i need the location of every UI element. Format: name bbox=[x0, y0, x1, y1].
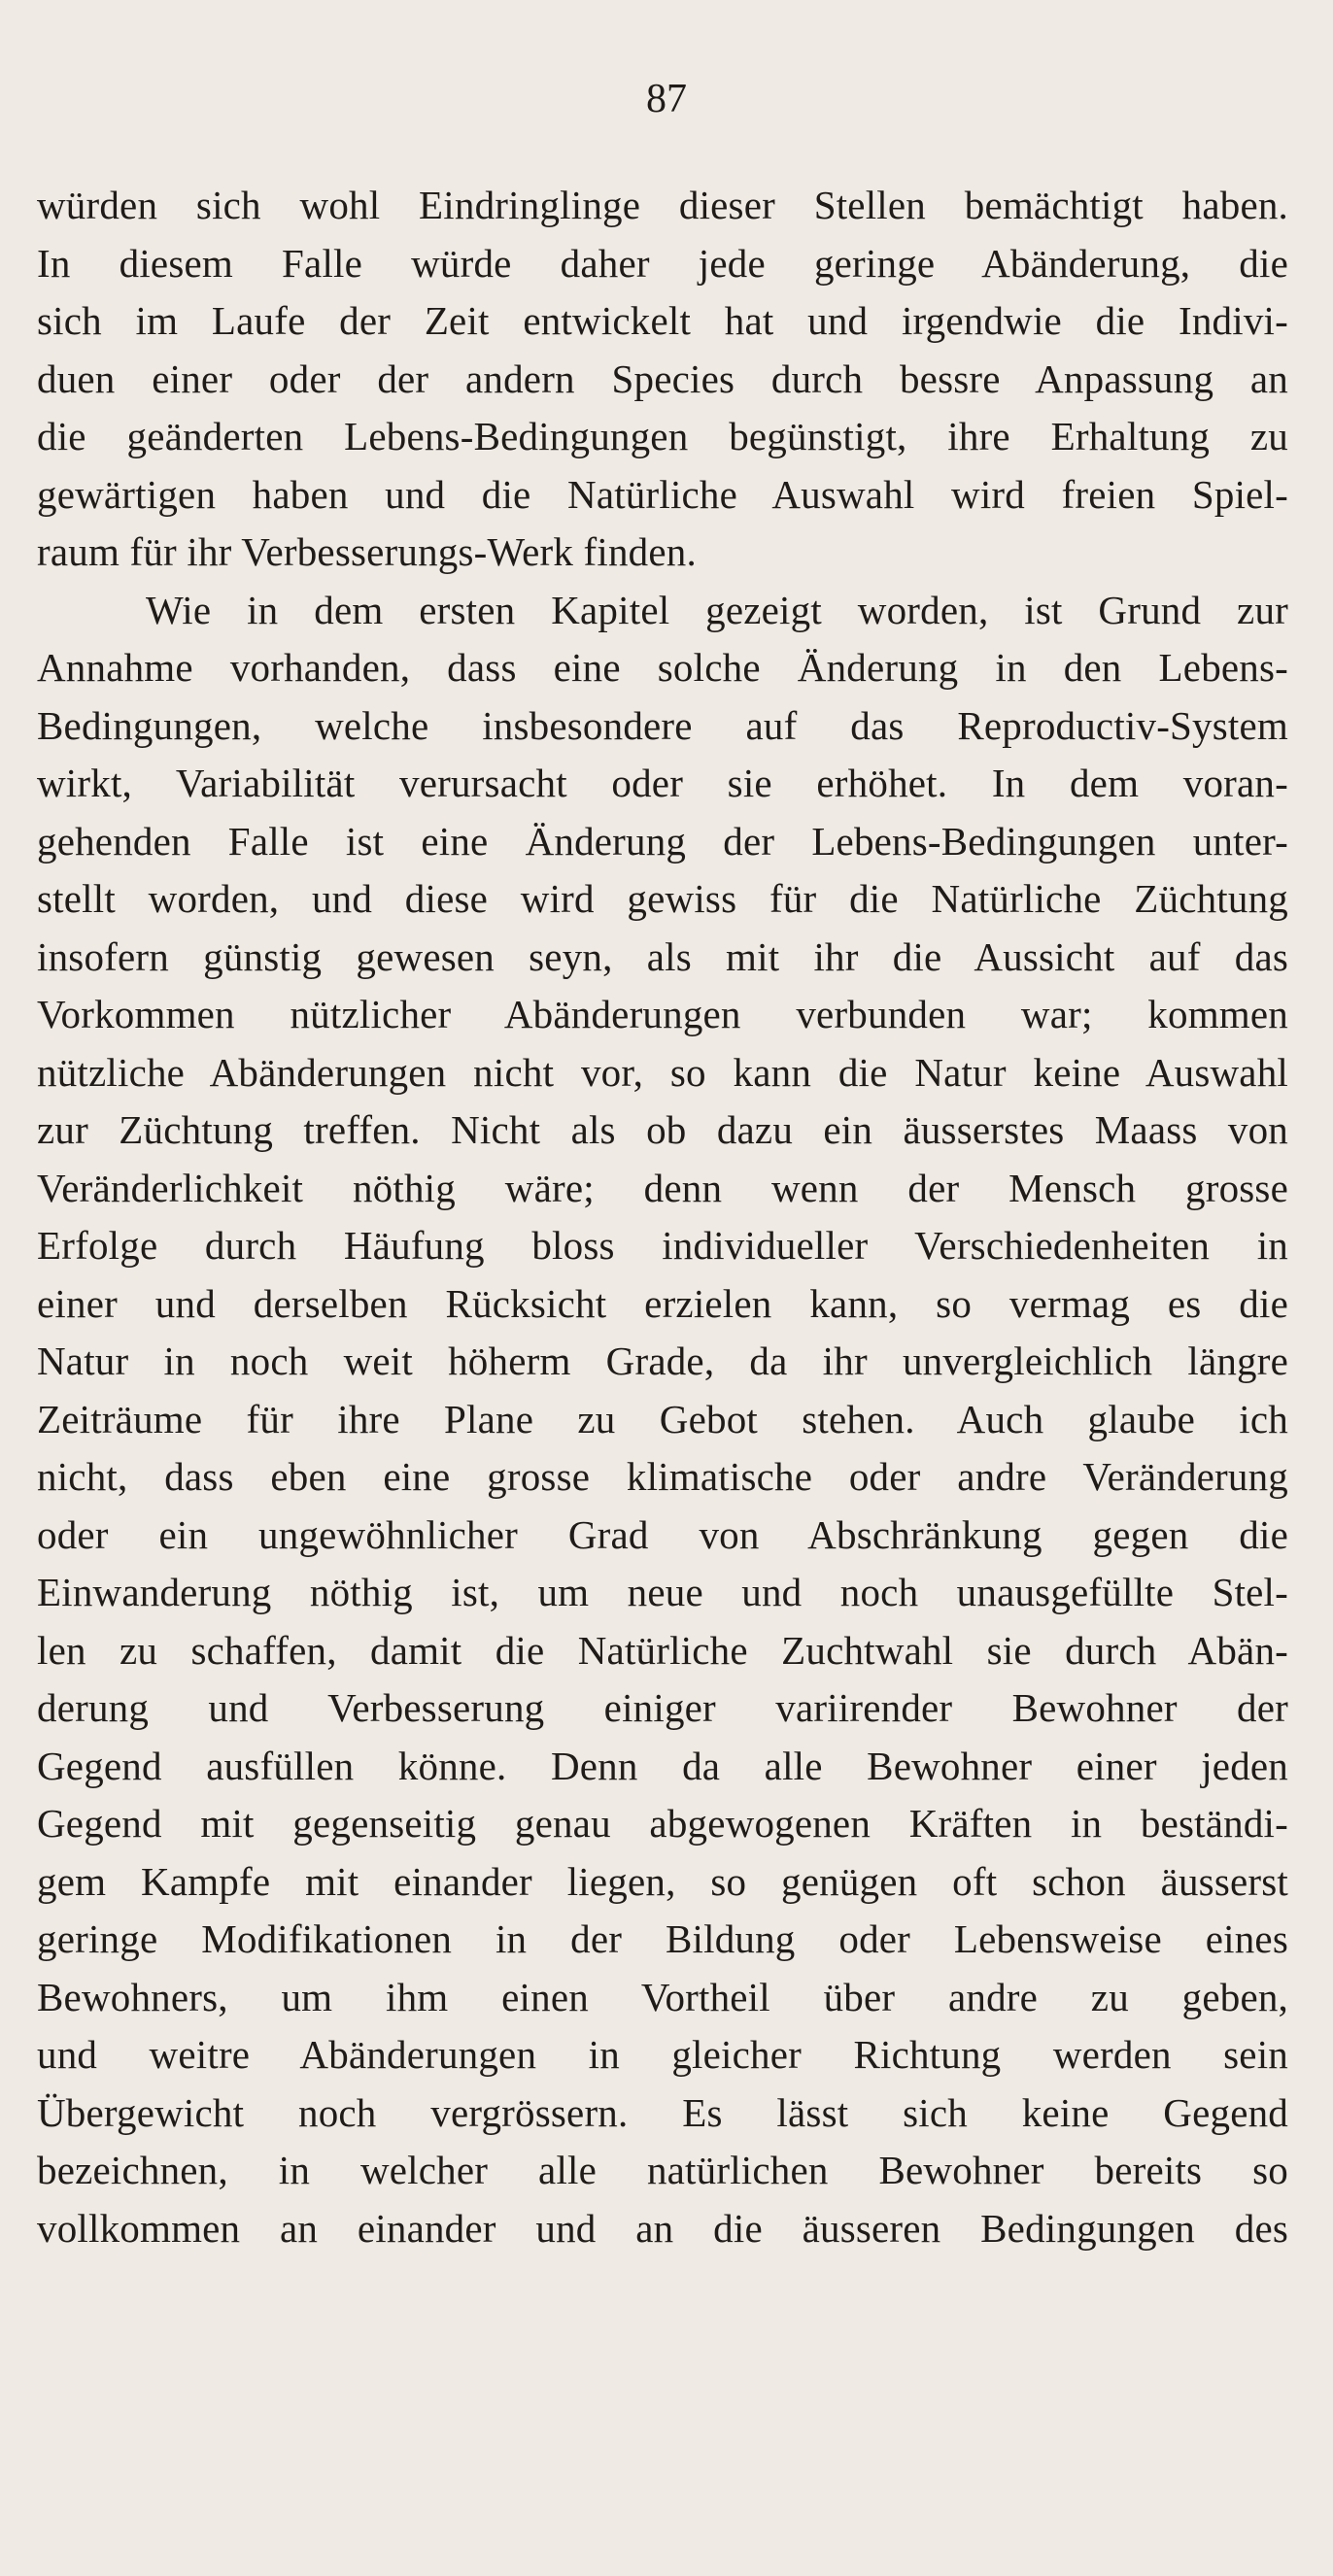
text-line: Annahme vorhanden, dass eine solche Änderung in den Lebens- bbox=[37, 645, 1288, 690]
text-line: Erfolge durch Häufung bloss individueller Verschiedenheiten in bbox=[37, 1223, 1288, 1268]
text-line: Übergewicht noch vergrössern. Es lässt sich keine Gegend bbox=[37, 2089, 1288, 2135]
text-line: und weitre Abänderungen in gleicher Richtung werden sein bbox=[37, 2032, 1288, 2077]
text-line: Gegend mit gegenseitig genau abgewogenen Kräften in beständi- bbox=[37, 1801, 1288, 1846]
text-line: Bewohners, um ihm einen Vortheil über andre zu geben, bbox=[37, 1974, 1288, 2019]
text-line: Natur in noch weit höherm Grade, da ihr unvergleichlich längre bbox=[37, 1339, 1288, 1383]
text-line: gehenden Falle ist eine Änderung der Lebens-Bedingungen unter- bbox=[37, 818, 1288, 864]
text-line: Bedingungen, welche insbesondere auf das Reproductiv-System bbox=[37, 702, 1288, 748]
text-line: Wie in dem ersten Kapitel gezeigt worden, ist Grund zur bbox=[146, 587, 1288, 632]
text-line: vollkommen an einander und an die äusseren Bedingungen des bbox=[37, 2205, 1288, 2251]
text-line: bezeichnen, in welcher alle natürlichen Bewohner bereits so bbox=[37, 2148, 1288, 2192]
text-line: len zu schaffen, damit die Natürliche Zuchtwahl sie durch Abän- bbox=[37, 1627, 1288, 1673]
text-line: einer und derselben Rücksicht erzielen kann, so vermag es die bbox=[37, 1280, 1288, 1326]
text-line: raum für ihr Verbesserungs-Werk finden. bbox=[37, 529, 697, 574]
text-line: Vorkommen nützlicher Abänderungen verbunden war; kommen bbox=[37, 992, 1288, 1036]
text-line: In diesem Falle würde daher jede geringe Abänderung, die bbox=[37, 240, 1288, 286]
text-line: nützliche Abänderungen nicht vor, so kann die Natur keine Auswahl bbox=[37, 1049, 1288, 1095]
text-line: Einwanderung nöthig ist, um neue und noch unausgefüllte Stel- bbox=[37, 1570, 1288, 1614]
body-text bbox=[37, 177, 1288, 2257]
page-number: 87 bbox=[646, 77, 687, 121]
text-line: zur Züchtung treffen. Nicht als ob dazu ein äusserstes Maass von bbox=[37, 1107, 1288, 1152]
text-line: stellt worden, und diese wird gewiss für die Natürliche Züchtung bbox=[37, 876, 1288, 921]
text-line: nicht, dass eben eine grosse klimatische oder andre Veränderung bbox=[37, 1454, 1288, 1499]
text-line: insofern günstig gewesen seyn, als mit ihr die Aussicht auf das bbox=[37, 933, 1288, 979]
text-line: Gegend ausfüllen könne. Denn da alle Bewohner einer jeden bbox=[37, 1743, 1288, 1788]
text-line: Veränderlichkeit nöthig wäre; denn wenn der Mensch grosse bbox=[37, 1165, 1288, 1210]
text-line: würden sich wohl Eindringlinge dieser Stellen bemächtigt haben. bbox=[37, 183, 1288, 227]
text-line: die geänderten Lebens-Bedingungen begünstigt, ihre Erhaltung zu bbox=[37, 414, 1288, 458]
text-line: derung und Verbesserung einiger variirender Bewohner der bbox=[37, 1685, 1288, 1730]
text-line: Zeiträume für ihre Plane zu Gebot stehen. Auch glaube ich bbox=[37, 1396, 1288, 1441]
text-line: sich im Laufe der Zeit entwickelt hat und irgendwie die Indivi- bbox=[37, 298, 1288, 343]
text-line: wirkt, Variabilität verursacht oder sie erhöhet. In dem voran- bbox=[37, 761, 1288, 805]
text-line: geringe Modifikationen in der Bildung oder Lebensweise eines bbox=[37, 1916, 1288, 1961]
text-line: gem Kampfe mit einander liegen, so genügen oft schon äusserst bbox=[37, 1858, 1288, 1904]
text-line: oder ein ungewöhnlicher Grad von Abschränkung gegen die bbox=[37, 1511, 1288, 1557]
text-line: gewärtigen haben und die Natürliche Auswahl wird freien Spiel- bbox=[37, 471, 1288, 517]
text-line: duen einer oder der andern Species durch bessre Anpassung an bbox=[37, 356, 1288, 401]
